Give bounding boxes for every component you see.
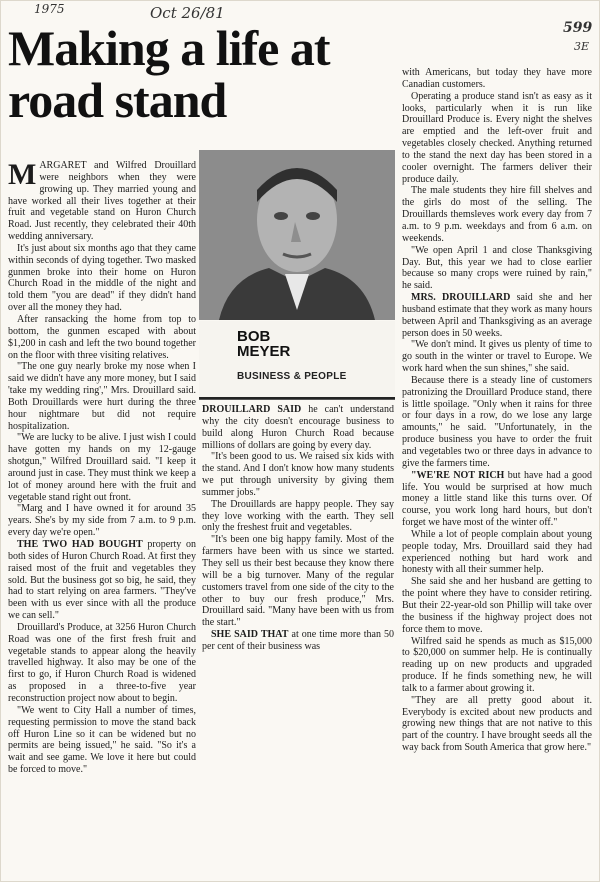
paragraph: "They are all pretty good about it. Everybody is excited about new products and growing new things that are not native to this part of the country. I have brought seeds all the way back from South America that grow here."	[402, 694, 592, 754]
paragraph: The Drouillards are happy people. They say they love working with the earth. They sell only the freshest fruit and vegetables.	[202, 498, 394, 534]
subhead-lead: "WE'RE NOT RICH	[411, 469, 505, 481]
paragraph: with Americans, but today they have more Canadian customers.	[402, 67, 592, 90]
subhead-lead: THE TWO HAD BOUGHT	[17, 539, 143, 550]
paragraph: The male students they hire fill shelves and the girls do most of the selling. The Drouillards themsleves work every day from 7 a.m. to 9 p.m. weekdays and from 6 a.m. on weekends.	[402, 185, 592, 244]
paragraph: property on both sides of Huron Church Road. At first they raised most of the fruit and vegetables they sold. But the business got so big, he said, they had to start relying on area farmers. "They've been with us ever since with all the produce we can sell."	[8, 539, 196, 622]
subhead-lead: SHE SAID THAT	[211, 629, 289, 641]
article-column-2	[202, 404, 394, 854]
paragraph: said she and her husband estimate that they work as many hours between April and Thanksgiving as an average person does in 50 weeks.	[402, 292, 592, 339]
article-column-3	[402, 67, 592, 879]
subhead-lead: MRS. DROUILLARD	[411, 292, 511, 304]
byline-box	[199, 321, 395, 399]
paragraph: After ransacking the home from top to bottom, the gunmen escaped with about $1,200 in cash and left the two bound together on the floor with three visiting relatives.	[8, 313, 196, 361]
column-section-label: BUSINESS & PEOPLE	[237, 371, 347, 382]
paragraph: "We went to City Hall a number of times, requesting permission to move the stand back off Huron Line so it can be widened but no permits are being issued," he said. "So it's a wait and see game. We love it here but could be forced to move."	[8, 704, 196, 776]
paragraph: "It's been good to us. We raised six kids with the stand. And I don't know how many students we put through university by giving them summer jobs."	[202, 451, 394, 498]
paragraph: "We open April 1 and close Thanksgiving Day. But, this year we had to close earlier because so many crops were ruined by rain," he said.	[402, 244, 592, 292]
columnist-photo	[199, 150, 395, 320]
paragraph: Drouillard's Produce, at 3256 Huron Church Road was one of the first fresh fruit and vegetable stands to appear along the heavily travelled highway. It also may be one of the first to go, if Huron Church Road is widened as proposed in a three-to-five year reconstruction project now about to begin.	[8, 621, 196, 704]
handwritten-year: 1975	[34, 2, 65, 16]
paragraph: but have had a good life. You would be surprised at how much money a little stand like this turns over. Of course, you work long hard hours, but don't forget we have most of the winter off."	[402, 469, 592, 529]
subhead-lead: DROUILLARD SAID	[202, 404, 302, 415]
paragraph: he can't understand why the city doesn't encourage business to build along Huron Church Road because millions of dollars are going by every day.	[202, 404, 394, 451]
article-column-1	[8, 160, 196, 876]
headline: Making a life at road stand	[8, 20, 330, 128]
columnist-name: BOB MEYER	[237, 328, 291, 360]
paragraph: Operating a produce stand isn't as easy as it looks, particularly when it is run like Drouillard Produce is. Every night the shelves are emptied and the left-over fruit and vegetables closely checked. Anything returned to the stand the next day has been stored in a cooler overnight. The farmers deliver their produce daily.	[402, 90, 592, 185]
handwritten-date: Oct 26/81	[150, 4, 225, 22]
drop-cap: M	[8, 160, 37, 191]
paragraph: "The one guy nearly broke my nose when I said we didn't have any more money, but I said 'take my wedding ring'," Mrs. Drouillard said. Both Drouillards were hurt during the three hour nightmare but did not require hospitalization.	[8, 361, 196, 432]
column-divider	[199, 399, 395, 400]
paragraph: at one time more than 50 per cent of their business was	[202, 629, 394, 652]
paragraph: "It's been one big happy family. Most of the farmers have been with us since we started. They sell us their best because they know there will be a big turnover. Many of the regular customers travel from one side of the city to the other to buy our fresh produce," Mrs. Drouillard said. "Many have been with us from the start."	[202, 534, 394, 629]
paragraph: "We are lucky to be alive. I just wish I could have gotten my hands on my 12-gauge shotgun," Wilfred Drouillard said. "I keep it around just in case. They must think we keep a lot of money around here with the fruit and vegetable stand right out front.	[8, 432, 196, 503]
handwritten-page-number: 599	[563, 20, 593, 36]
paragraph: ARGARET and Wilfred Drouillard were neighbors when they were growing up. They married young and have worked all their lives together at their fruit and vegetable stand on Huron Church Road. Just recently, they celebrated their 40th wedding anniversary.	[8, 160, 196, 243]
paragraph: Because there is a steady line of customers patronizing the Drouillard Produce stand, there is little spoilage. "Only when it rains for three or four days in a row, do we lose any large amounts," he said. "Unfortunately, in the produce business you have to order the fruit and vegetables two or three days in advance to give the farmers time.	[402, 374, 592, 469]
paragraph: She said she and her husband are getting to the point where they have to consider retiring. But their 22-year-old son Phillip will take over the business if the highway project does not force them to move.	[402, 576, 592, 635]
paragraph: "Marg and I have owned it for around 35 years. She's by my side from 7 a.m. to 9 p.m. every day we're open."	[8, 503, 196, 539]
paragraph: While a lot of people complain about young people today, Mrs. Drouillard said they had experienced nothing but hard work and honesty with all their summer help.	[402, 528, 592, 576]
paragraph: Wilfred said he spends as much as $15,000 to $20,000 on summer help. He is continually reading up on new products and upgraded produce. If he finds something new, he will talk to a farmer about growing it.	[402, 635, 592, 694]
paragraph: "We don't mind. It gives us plenty of time to go south in the winter or travel to Europe. We work hard when the sun shines," she said.	[402, 339, 592, 375]
handwritten-page-code: 3E	[574, 40, 590, 53]
portrait-image	[199, 150, 395, 320]
paragraph: It's just about six months ago that they came within seconds of dying together. Two masked gunmen broke into their home on Huron Church Road in the middle of the night and told them "you are dead" if they didn't hand over all the money they had.	[8, 242, 196, 314]
